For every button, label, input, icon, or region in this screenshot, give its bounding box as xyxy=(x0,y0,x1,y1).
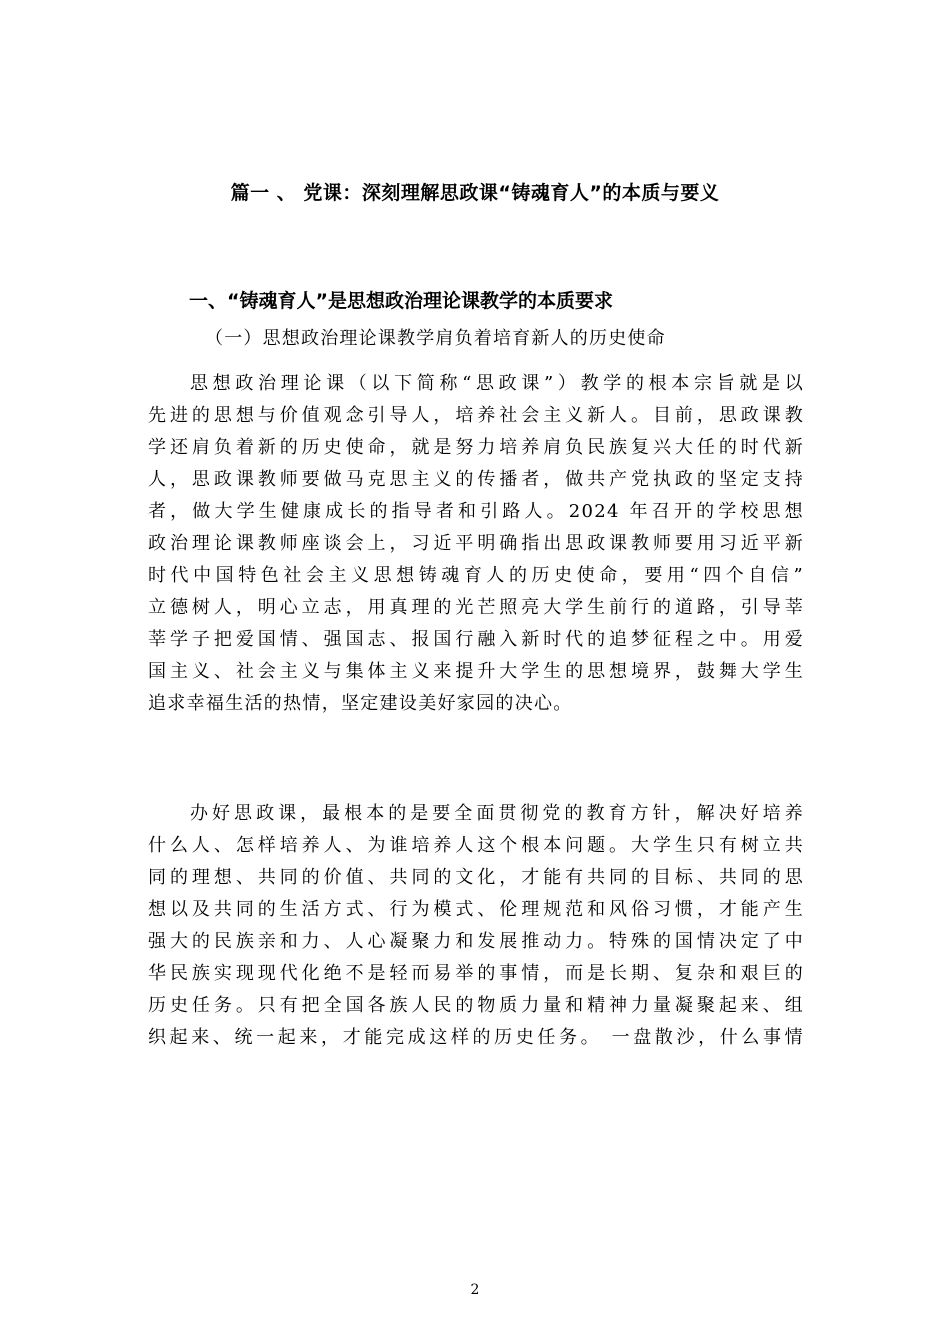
paragraph-line: 华民族实现现代化绝不是轻而易举的事情，而是长期、复杂和艰巨的 xyxy=(148,963,804,984)
paragraph-line: 追求幸福生活的热情，坚定建设美好家园的决心。 xyxy=(148,693,573,714)
paragraph-line: 国主义、社会主义与集体主义来提升大学生的思想境界，鼓舞大学生 xyxy=(148,661,804,682)
paragraph-line: 思想政治理论课（以下简称“思政课”）教学的根本宗旨就是以 xyxy=(190,373,804,394)
subsection-heading: （一）思想政治理论课教学肩负着培育新人的历史使命 xyxy=(205,328,666,349)
paragraph-line: 织起来、统一起来，才能完成这样的历史任务。 一盘散沙，什么事情 xyxy=(148,1027,804,1048)
document-title: 篇一 、 党课：深刻理解思政课“铸魂育人”的本质与要义 xyxy=(230,182,720,204)
paragraph-line: 先进的思想与价值观念引导人，培养社会主义新人。目前，思政课教 xyxy=(148,405,804,426)
paragraph-line: 人，思政课教师要做马克思主义的传播者，做共产党执政的坚定支持 xyxy=(148,469,804,490)
paragraph-line: 时代中国特色社会主义思想铸魂育人的历史使命，要用“四个自信” xyxy=(148,565,804,586)
paragraph-line: 学还肩负着新的历史使命，就是努力培养肩负民族复兴大任的时代新 xyxy=(148,437,804,458)
paragraph-line: 强大的民族亲和力、人心凝聚力和发展推动力。特殊的国情决定了中 xyxy=(148,931,804,952)
paragraph-line: 什么人、怎样培养人、为谁培养人这个根本问题。大学生只有树立共 xyxy=(148,835,804,856)
paragraph-line: 历史任务。只有把全国各族人民的物质力量和精神力量凝聚起来、组 xyxy=(148,995,804,1016)
paragraph-line: 同的理想、共同的价值、共同的文化，才能有共同的目标、共同的思 xyxy=(148,867,804,888)
paragraph-line: 立德树人，明心立志，用真理的光芒照亮大学生前行的道路，引导莘 xyxy=(148,597,804,618)
paragraph-1 xyxy=(148,368,804,720)
paragraph-line: 政治理论课教师座谈会上，习近平明确指出思政课教师要用习近平新 xyxy=(148,533,804,554)
paragraph-line: 莘学子把爱国情、强国志、报国行融入新时代的追梦征程之中。用爱 xyxy=(148,629,804,650)
paragraph-2 xyxy=(148,798,804,1054)
paragraph-line: 想以及共同的生活方式、行为模式、伦理规范和风俗习惯，才能产生 xyxy=(148,899,804,920)
paragraph-line: 办好思政课，最根本的是要全面贯彻党的教育方针，解决好培养 xyxy=(190,803,804,824)
paragraph-line: 者，做大学生健康成长的指导者和引路人。2024 年召开的学校思想 xyxy=(148,501,804,522)
page-number: 2 xyxy=(470,1282,480,1298)
section-heading: 一、“铸魂育人”是思想政治理论课教学的本质要求 xyxy=(189,290,613,312)
